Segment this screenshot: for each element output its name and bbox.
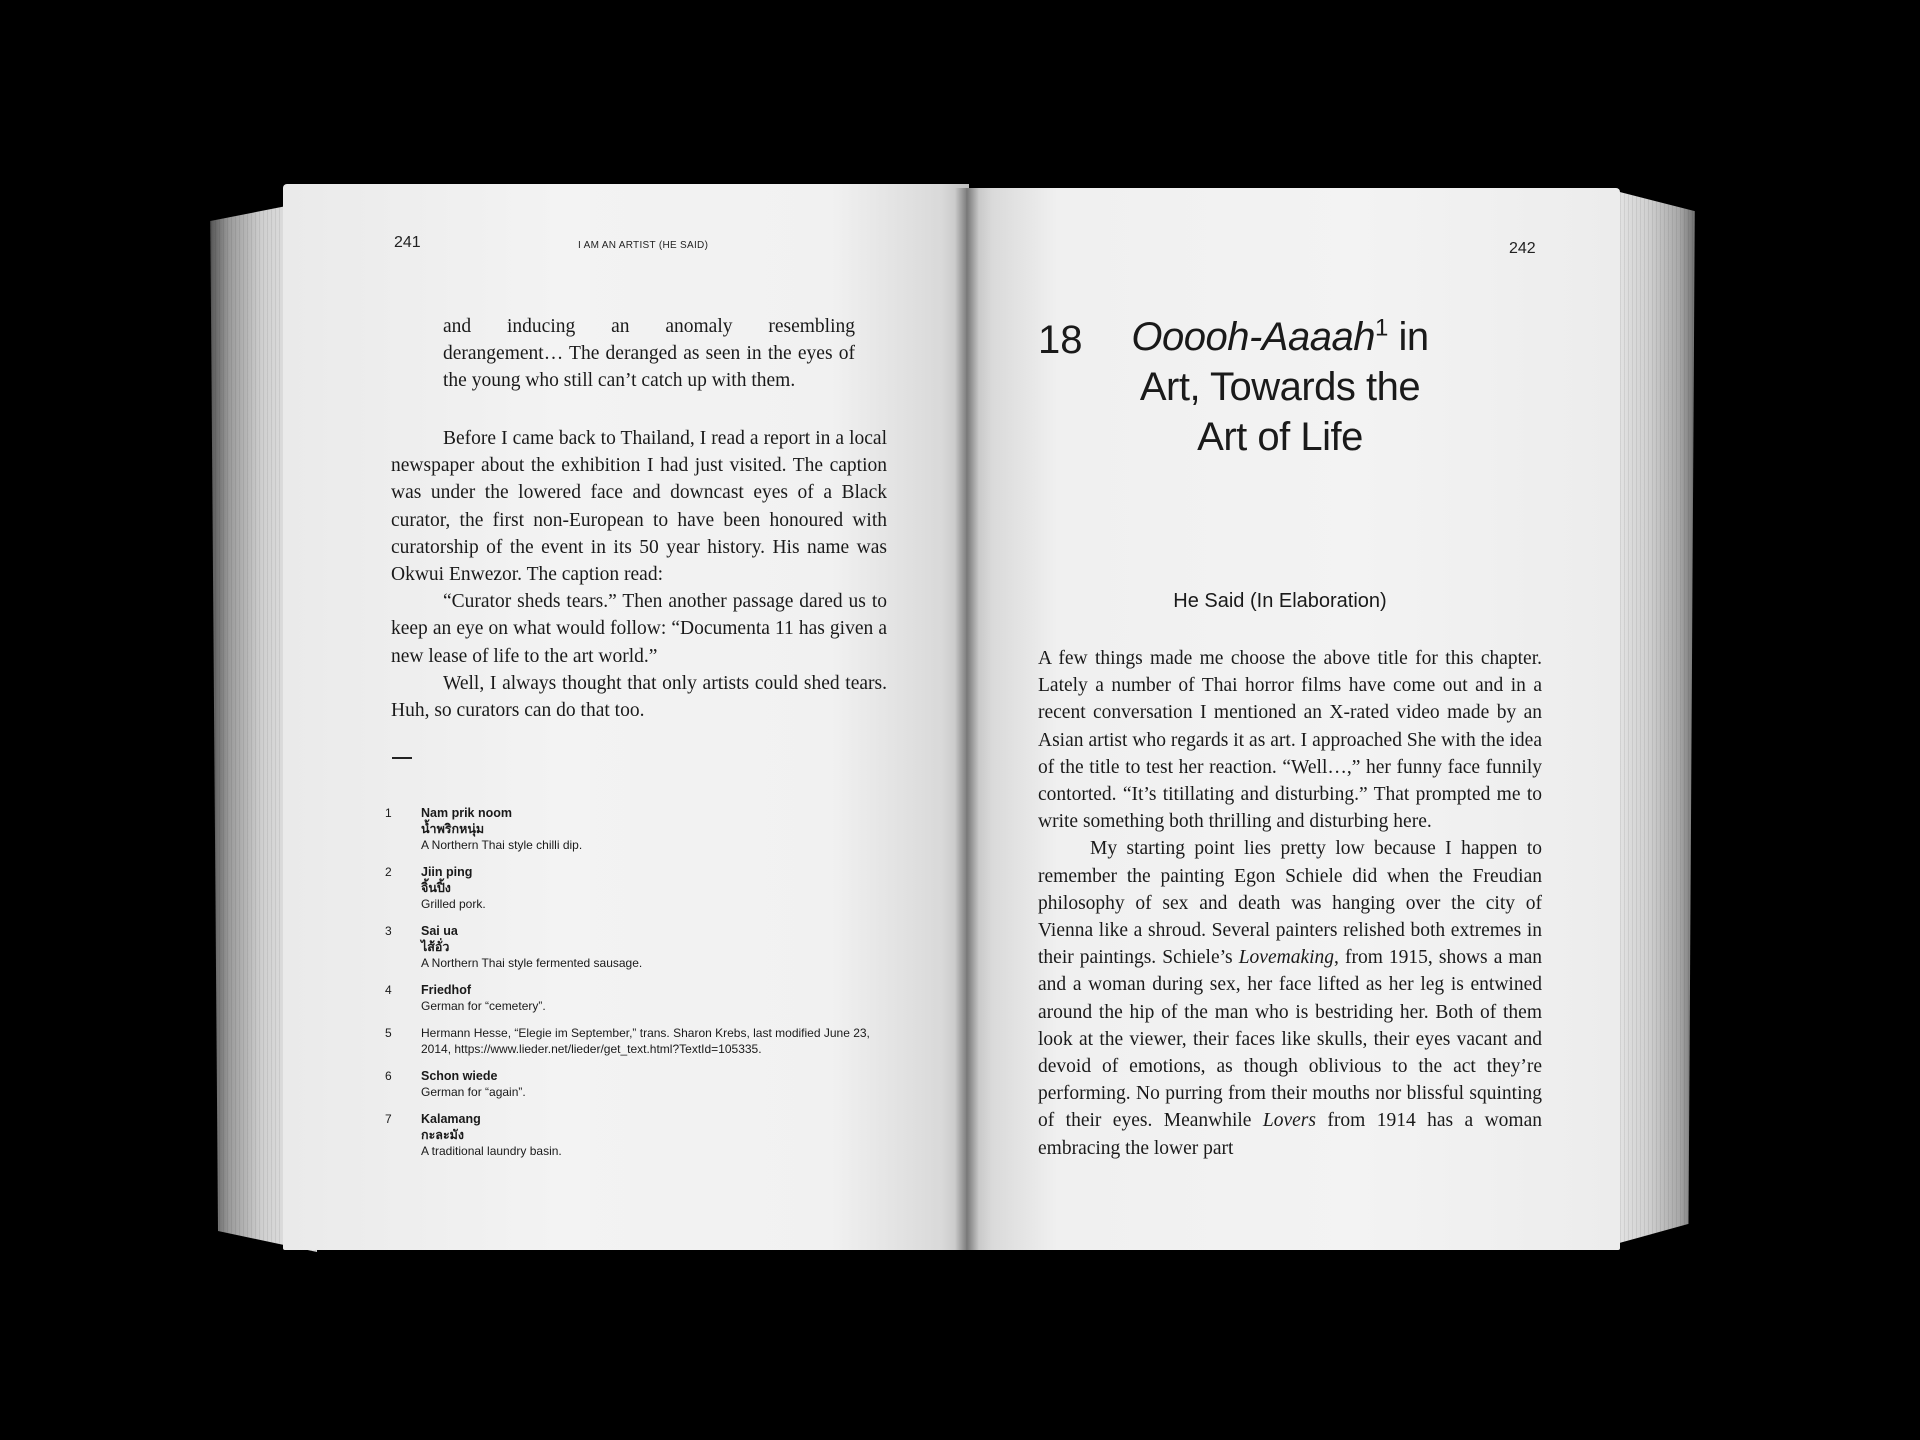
footnote-term: Schon wiede <box>421 1069 498 1083</box>
running-head: I AM AN ARTIST (HE SAID) <box>578 240 709 251</box>
footnote-desc: German for “again”. <box>421 1085 526 1099</box>
footnote-number: 1 <box>385 806 392 820</box>
paragraph: Well, I always thought that only artists could shed tears. Huh, so curators can do that too. <box>391 672 887 722</box>
left-page-number: 241 <box>394 234 421 251</box>
footnote-thai: น้ำพริกหนุ่ม <box>421 822 485 836</box>
footnote-number: 2 <box>385 865 392 879</box>
paragraph: “Curator sheds tears.” Then another passage dared us to keep an eye on what would follow: “Documenta 11 has given a new lease of life to the art world.” <box>391 591 887 667</box>
paragraph: A few things made me choose the above title for this chapter. Lately a number of Thai horror films have come out and in a recent conversation I mentioned an X-rated video made by an Asian artist who regards it as art. I approached She with the idea of the title to test her reaction. “Well…,” her funny face funnily contorted. “It’s titillating and disturbing.” That prompted me to write something both thrilling and disturbing here. <box>1038 648 1542 833</box>
footnote-thai: กะละมัง <box>421 1128 464 1142</box>
chapter-number: 18 <box>1038 318 1083 362</box>
footnote-number: 5 <box>385 1026 392 1040</box>
footnotes <box>385 805 895 1170</box>
footnote-number: 4 <box>385 983 392 997</box>
footnote-term: Nam prik noom <box>421 806 512 820</box>
footnote <box>385 923 895 971</box>
artwork-title: Lovers <box>1262 1110 1316 1132</box>
right-body-text <box>1038 645 1542 1162</box>
paragraph-continued: and inducing an anomaly resembling derangement… The deranged as seen in the eyes of the young who still can’t catch up with them. <box>443 316 855 392</box>
footnote-ref: 1 <box>1374 314 1388 342</box>
footnote-thai: จิ้นปิ้ง <box>421 881 451 895</box>
chapter-title-italic: Ooooh-Aaaah <box>1131 315 1375 359</box>
chapter-title <box>1110 312 1450 462</box>
footnote-term: Sai ua <box>421 924 458 938</box>
chapter-title-rest: in <box>1387 315 1429 359</box>
footnote <box>385 982 895 1014</box>
text-run: , from 1915, shows a man and a woman during sex, her face lifted as her leg is entwined around the hip of the man who is bestriding her. Both of them look at the viewer, their faces like skulls, their eyes vacant and devoid of emotions, as though oblivious to the act they’re performing. No purring from their mouths nor blissful squinting of their eyes. Meanwhile <box>1038 947 1542 1132</box>
footnote-term: Friedhof <box>421 983 471 997</box>
gutter-shadow <box>955 188 979 1250</box>
footnote-desc: A traditional laundry basin. <box>421 1144 562 1158</box>
chapter-title-line-3: Art of Life <box>1197 415 1363 459</box>
footnote <box>385 805 895 853</box>
right-page-stack <box>1612 190 1702 1245</box>
footnote-divider <box>392 757 412 759</box>
chapter-title-line-1 <box>1110 312 1450 362</box>
footnote <box>385 864 895 912</box>
paragraph <box>1038 835 1542 1161</box>
text-run: My starting point lies pretty low because I happen to remember the painting Egon Schiele did when the Freudian philosophy of sex and death was hanging over the city of Vienna like a shroud. Several painters relished both extremes in their paintings. Schiele’s <box>1038 838 1542 969</box>
footnote-desc: German for “cemetery”. <box>421 999 546 1013</box>
footnote-number: 6 <box>385 1069 392 1083</box>
chapter-title-line-2: Art, Towards the <box>1139 365 1421 409</box>
artwork-title: Lovemaking <box>1238 947 1335 969</box>
footnote-number: 7 <box>385 1112 392 1126</box>
footnote-term: Jiin ping <box>421 865 473 879</box>
left-body-text <box>391 425 887 724</box>
footnote-number: 3 <box>385 924 392 938</box>
footnote <box>385 1025 895 1057</box>
footnote-desc: Grilled pork. <box>421 897 486 911</box>
footnote-thai: ไส้อั่ว <box>421 940 450 954</box>
footnote-desc: A Northern Thai style chilli dip. <box>421 838 583 852</box>
text-run: from 1914 has a woman embracing the lower part <box>1038 1110 1542 1159</box>
footnote <box>385 1111 895 1159</box>
footnote <box>385 1068 895 1100</box>
footnote-desc: A Northern Thai style fermented sausage. <box>421 956 643 970</box>
left-opening-paragraph <box>443 313 855 395</box>
right-page-number: 242 <box>1509 240 1536 257</box>
section-subheading: He Said (In Elaboration) <box>1173 590 1387 612</box>
paragraph: Before I came back to Thailand, I read a report in a local newspaper about the exhibition I had just visited. The caption was under the lowered face and downcast eyes of a Black curator, the first non-European to have been honoured with curatorship of the event in its 50 year history. His name was Okwui Enwezor. The caption read: <box>391 428 887 586</box>
footnote-term: Kalamang <box>421 1112 481 1126</box>
footnote-desc: Hermann Hesse, “Elegie im September,” trans. Sharon Krebs, last modified June 23, 2014, https://www.lieder.net/lieder/get_text.html?TextId=105335. <box>421 1026 870 1056</box>
